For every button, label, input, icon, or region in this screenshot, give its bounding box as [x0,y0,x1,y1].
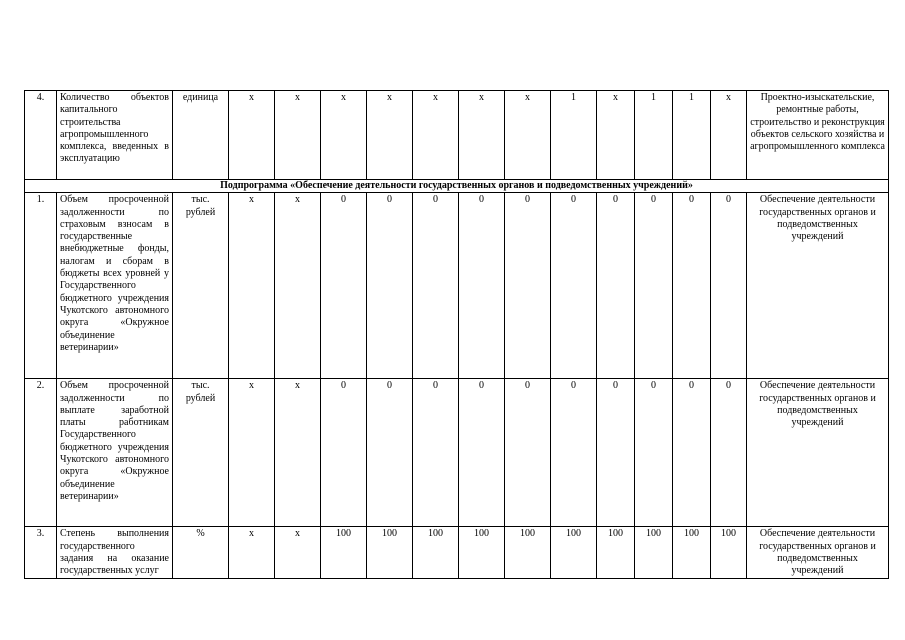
value-cell: 100 [635,527,673,579]
note-cell: Обеспечение деятельности государственных органов и подведомственных учреждений [747,379,889,527]
note-cell: Проектно-изыскательские, ремонтные работы, строительство и реконструкция объектов сельского хозяйства и агропромышленного комплекса [747,91,889,180]
value-cell: 0 [505,379,551,527]
indicator-name: Степень выполнения государственного задания на оказание государственных услуг [57,527,173,579]
row-number: 3. [25,527,57,579]
value-cell: x [711,91,747,180]
value-cell: 0 [673,193,711,379]
value-cell: 0 [321,193,367,379]
value-cell: 100 [321,527,367,579]
value-cell: 100 [673,527,711,579]
value-cell: 100 [551,527,597,579]
table-row [25,379,889,527]
value-cell: 0 [413,379,459,527]
value-cell: x [505,91,551,180]
unit-cell: единица [173,91,229,180]
value-cell: 0 [635,379,673,527]
unit-cell: тыс. рублей [173,379,229,527]
value-cell: 0 [673,379,711,527]
value-cell: 0 [321,379,367,527]
value-cell: x [413,91,459,180]
indicator-name: Объем просроченной задолженности по выплате заработной платы работникам Государственного бюджетного учреждения Чукотского автономного округа «Окружное объединение ветеринарии» [57,379,173,527]
value-cell: x [275,91,321,180]
value-cell: 100 [597,527,635,579]
value-cell: 0 [635,193,673,379]
value-cell: 100 [711,527,747,579]
value-cell: x [459,91,505,180]
value-cell: 100 [459,527,505,579]
section-title: Подпрограмма «Обеспечение деятельности государственных органов и подведомственных учреждений» [25,180,889,193]
value-cell: x [275,527,321,579]
row-number: 4. [25,91,57,180]
section-row [25,180,889,193]
value-cell: 1 [551,91,597,180]
value-cell: 0 [367,379,413,527]
table-row [25,91,889,180]
value-cell: 0 [413,193,459,379]
value-cell: 100 [505,527,551,579]
row-number: 1. [25,193,57,379]
value-cell: x [229,527,275,579]
value-cell: x [597,91,635,180]
note-cell: Обеспечение деятельности государственных органов и подведомственных учреждений [747,527,889,579]
value-cell: x [275,193,321,379]
unit-cell: % [173,527,229,579]
unit-cell: тыс. рублей [173,193,229,379]
value-cell: 0 [367,193,413,379]
note-cell: Обеспечение деятельности государственных органов и подведомственных учреждений [747,193,889,379]
value-cell: x [275,379,321,527]
value-cell: 0 [597,379,635,527]
value-cell: x [229,379,275,527]
table-row [25,527,889,579]
value-cell: 0 [505,193,551,379]
value-cell: 1 [673,91,711,180]
value-cell: x [321,91,367,180]
row-number: 2. [25,379,57,527]
value-cell: 0 [597,193,635,379]
value-cell: 1 [635,91,673,180]
value-cell: 0 [459,379,505,527]
indicator-name: Объем просроченной задолженности по страховым взносам в государственные внебюджетные фонды, налогам и сборам в бюджеты всех уровней у Государственного бюджетного учреждения Чукотского автономного округа «Окружное объединение ветеринарии» [57,193,173,379]
value-cell: 100 [413,527,459,579]
indicators-table [24,90,889,579]
value-cell: 0 [551,193,597,379]
value-cell: 0 [459,193,505,379]
value-cell: 0 [711,379,747,527]
table-row [25,193,889,379]
value-cell: x [229,193,275,379]
value-cell: x [229,91,275,180]
value-cell: 0 [711,193,747,379]
indicator-name: Количество объектов капитального строительства агропромышленного комплекса, введенных в эксплуатацию [57,91,173,180]
value-cell: x [367,91,413,180]
value-cell: 0 [551,379,597,527]
value-cell: 100 [367,527,413,579]
